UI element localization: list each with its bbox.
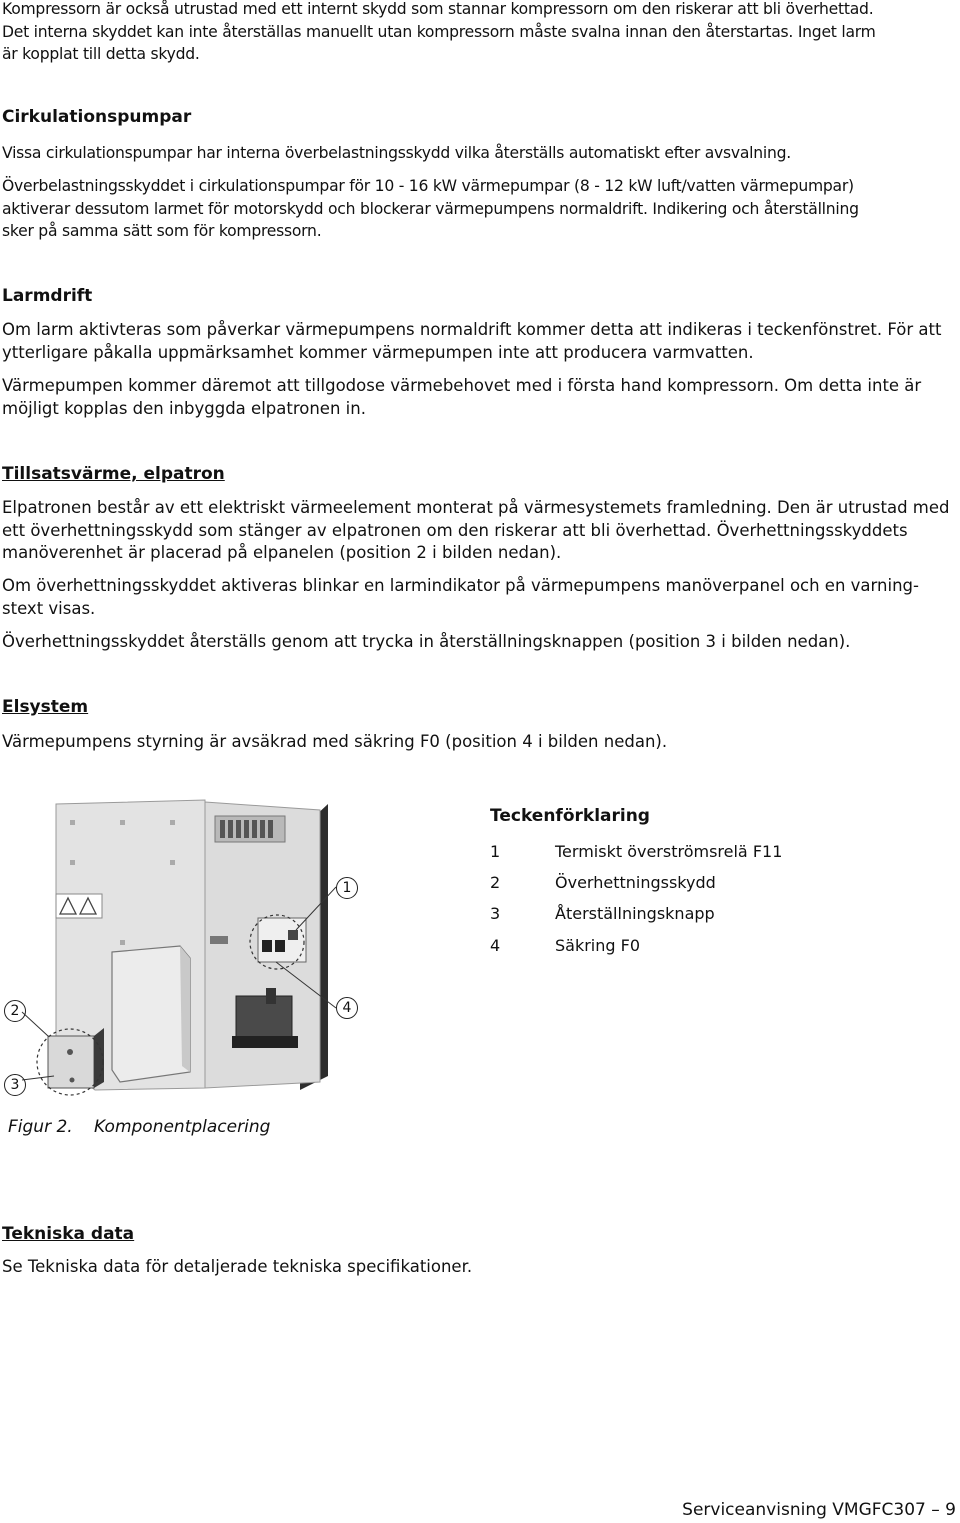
legend-text: Termiskt överströmsrelä F11: [555, 842, 783, 861]
page-footer: [682, 1500, 956, 1520]
tillsats-line: ett överhettningsskydd som stänger av elpatronen om den riskerar att bli överhettad. Överhettningsskyddets: [2, 520, 908, 540]
legend-text: Överhettningsskydd: [555, 873, 716, 892]
elsystem-paragraph: [2, 731, 952, 754]
larm-line: möjligt kopplas den inbyggda elpatronen in.: [2, 398, 366, 418]
larm-line: Om larm aktivteras som påverkar värmepumpens normaldrift kommer detta att indikeras i teckenfönstret. För att: [2, 320, 942, 339]
intro-line: är kopplat till detta skydd.: [2, 45, 200, 63]
larm-paragraph-2: [2, 375, 952, 420]
intro-line: Kompressorn är också utrustad med ett internt skydd som stannar kompressorn om den riskerar att bli överhettad.: [2, 0, 874, 18]
tillsats-line: Överhettningsskyddet återställs genom att trycka in återställningsknappen (position 3 i bilden nedan).: [2, 632, 851, 651]
figure-caption-label: Figur 2.: [8, 1117, 73, 1137]
callout-4: 4: [336, 997, 358, 1019]
footer-document-title: Serviceanvisning VMGFC307: [682, 1500, 926, 1520]
component-illustration: [0, 790, 480, 1110]
larm-paragraph-1: [2, 319, 952, 364]
tillsats-line: stext visas.: [2, 598, 96, 618]
callout-2: 2: [4, 1000, 26, 1022]
legend-number: 2: [490, 873, 501, 892]
legend-text: Säkring F0: [555, 936, 641, 955]
larm-line: Värmepumpen kommer däremot att tillgodose värmebehovet med i första hand kompressorn. Om detta inte är: [2, 376, 922, 395]
tillsats-line: Elpatronen består av ett elektriskt värmeelement monterat på värmesystemets framledning. Den är utrustad med: [2, 498, 950, 517]
callout-3: 3: [4, 1074, 26, 1096]
cirk-line: aktiverar dessutom larmet för motorskydd och blockerar värmepumpens normaldrift. Indikering och återställning: [2, 199, 859, 218]
larm-line: ytterligare påkalla uppmärksamhet kommer värmepumpen inte att producera varmvatten.: [2, 342, 754, 362]
cirk-paragraph-2: [2, 175, 952, 243]
intro-paragraph: [2, 0, 952, 66]
tillsats-line: Om överhettningsskyddet aktiveras blinkar en larmindikator på värmepumpens manöverpanel och en varning-: [2, 576, 919, 595]
tillsats-paragraph-2: [2, 575, 952, 620]
heading-cirkulationspumpar: Cirkulationspumpar: [2, 107, 192, 127]
legend-number: 4: [490, 936, 501, 955]
tekniska-line: Se Tekniska data för detaljerade tekniska specifikationer.: [2, 1257, 473, 1276]
heading-elsystem: Elsystem: [2, 697, 89, 717]
legend-title: Teckenförklaring: [490, 806, 650, 826]
heading-larmdrift: Larmdrift: [2, 286, 93, 306]
tillsats-line: manöverenhet är placerad på elpanelen (position 2 i bilden nedan).: [2, 543, 562, 562]
legend-number: 1: [490, 842, 501, 861]
heading-tillsatsvarme: Tillsatsvärme, elpatron: [2, 464, 225, 484]
elsystem-line: Värmepumpens styrning är avsäkrad med säkring F0 (position 4 i bilden nedan).: [2, 732, 668, 751]
footer-page-number: 9: [945, 1500, 956, 1520]
legend-text: Återställningsknapp: [555, 904, 715, 923]
footer-separator: –: [931, 1500, 940, 1520]
intro-line: Det interna skyddet kan inte återställas manuellt utan kompressorn måste svalna innan den återstartas. Inget larm: [2, 22, 876, 41]
cirk-line: Vissa cirkulationspumpar har interna överbelastningsskydd vilka återställs automatiskt efter avsvalning.: [2, 144, 791, 162]
cirk-paragraph-1: [2, 142, 952, 165]
callout-1: 1: [336, 877, 358, 899]
tillsats-paragraph-1: [2, 497, 952, 565]
cirk-line: Överbelastningsskyddet i cirkulationspumpar för 10 - 16 kW värmepumpar (8 - 12 kW luft/vatten värmepumpar): [2, 177, 854, 195]
tekniska-paragraph: [2, 1256, 952, 1279]
legend-number: 3: [490, 904, 501, 923]
figure-caption-text: Komponentplacering: [94, 1117, 271, 1137]
tillsats-paragraph-3: [2, 631, 952, 654]
heading-tekniska-data: Tekniska data: [2, 1224, 135, 1244]
cirk-line: sker på samma sätt som för kompressorn.: [2, 222, 322, 240]
